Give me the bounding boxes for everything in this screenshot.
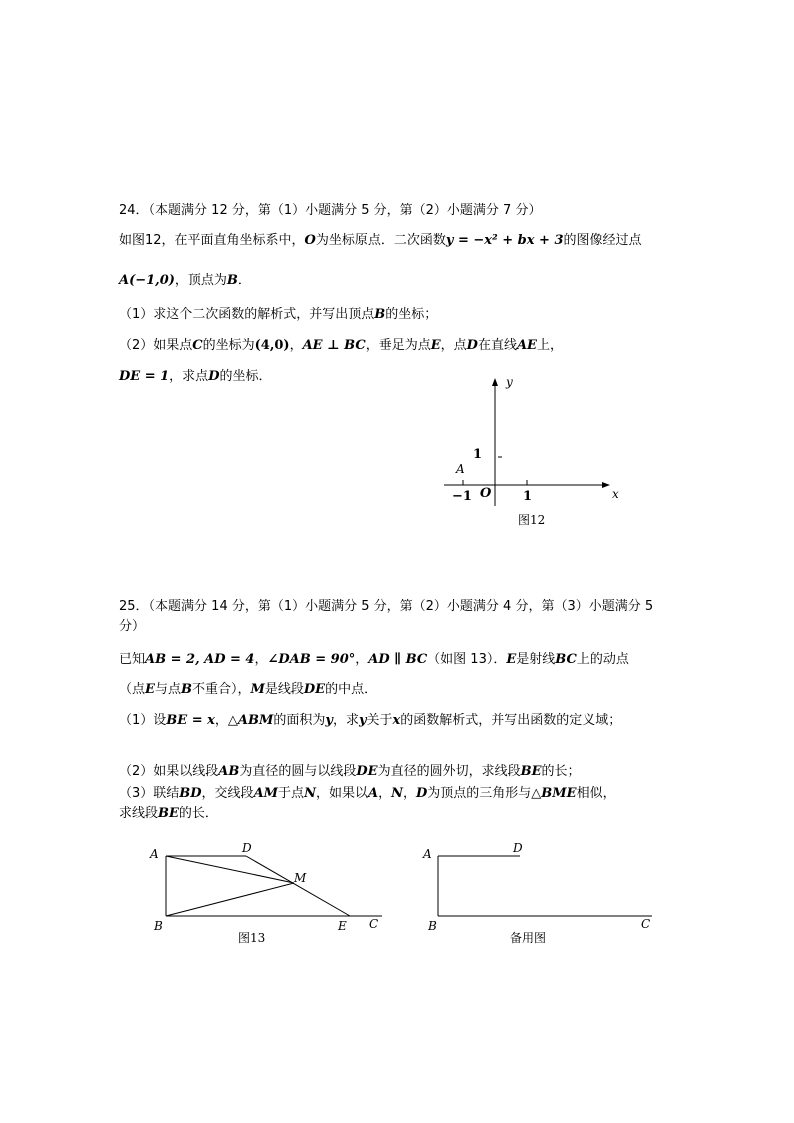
spare-label-d: D bbox=[513, 841, 523, 855]
figure-12-caption: 图12 bbox=[518, 513, 546, 527]
label-origin: O bbox=[480, 486, 492, 501]
x-axis-arrow bbox=[602, 482, 610, 488]
fig13-label-m: M bbox=[294, 871, 307, 885]
q24-part2: （2）如果点C的坐标为(4,0)，AE ⊥ BC，垂足为点E，点D在直线AE上， bbox=[119, 338, 563, 353]
label-x: x bbox=[612, 487, 619, 501]
label-point-a: A bbox=[456, 462, 465, 476]
fig13-label-d: D bbox=[242, 841, 252, 855]
y-axis-arrow bbox=[492, 378, 498, 386]
spare-label-b: B bbox=[428, 919, 437, 933]
fig13-label-c: C bbox=[369, 917, 379, 931]
point-a-coord: A(−1,0) bbox=[119, 273, 175, 288]
fig13-label-b: B bbox=[154, 919, 163, 933]
q25-part3-cont: 求线段BE的长． bbox=[119, 806, 218, 821]
segment-de bbox=[246, 856, 350, 916]
label-y-1: 1 bbox=[473, 447, 483, 462]
figure-spare-caption: 备用图 bbox=[510, 931, 547, 945]
q25-header-2: 分） bbox=[119, 619, 146, 634]
fig13-label-a: A bbox=[150, 847, 159, 861]
figure-13 bbox=[140, 836, 400, 952]
q25-header-1: 25．（本题满分 14 分，第（1）小题满分 5 分，第（2）小题满分 4 分，第（3）小题满分 5 bbox=[119, 599, 654, 614]
q25-known: 已知AB = 2, AD = 4，∠DAB = 90°，AD ∥ BC（如图 13）．E是射线BC上的动点 bbox=[119, 652, 629, 667]
fig13-label-e: E bbox=[338, 919, 347, 933]
quadratic-function: y = −x² + bx + 3 bbox=[445, 233, 564, 248]
q25-known-cont: （点E与点B不重合），M是线段DE的中点． bbox=[119, 682, 378, 697]
q24-part1: （1）求这个二次函数的解析式，并写出顶点B的坐标； bbox=[119, 307, 438, 322]
q24-intro: 如图12，在平面直角坐标系中，O为坐标原点．二次函数y = −x² + bx + 3的图像经过点 bbox=[119, 233, 642, 248]
spare-label-c: C bbox=[641, 917, 651, 931]
label-neg1: −1 bbox=[452, 489, 472, 504]
q24-part2-cont: DE = 1，求点D的坐标． bbox=[119, 369, 272, 384]
segment-bm bbox=[166, 883, 294, 916]
figure-13-caption: 图13 bbox=[238, 931, 266, 945]
spare-label-a: A bbox=[423, 847, 432, 861]
q24-point-a-line: A(−1,0)，顶点为B． bbox=[119, 273, 251, 288]
label-y: y bbox=[506, 375, 513, 389]
label-x-1: 1 bbox=[523, 489, 533, 504]
figure-12 bbox=[420, 370, 640, 540]
q25-part2: （2）如果以线段AB为直径的圆与以线段DE为直径的圆外切，求线段BE的长； bbox=[119, 764, 581, 779]
q24-header: 24．（本题满分 12 分，第（1）小题满分 5 分，第（2）小题满分 7 分） bbox=[119, 203, 542, 218]
segment-am bbox=[166, 856, 294, 883]
q25-part3: （3）联结BD，交线段AM于点N，如果以A，N，D为顶点的三角形与△BME相似， bbox=[119, 786, 616, 801]
q25-part1: （1）设BE = x，△ABM的面积为y，求y关于x的函数解析式，并写出函数的定义域； bbox=[119, 713, 622, 728]
figure-spare bbox=[414, 836, 664, 952]
